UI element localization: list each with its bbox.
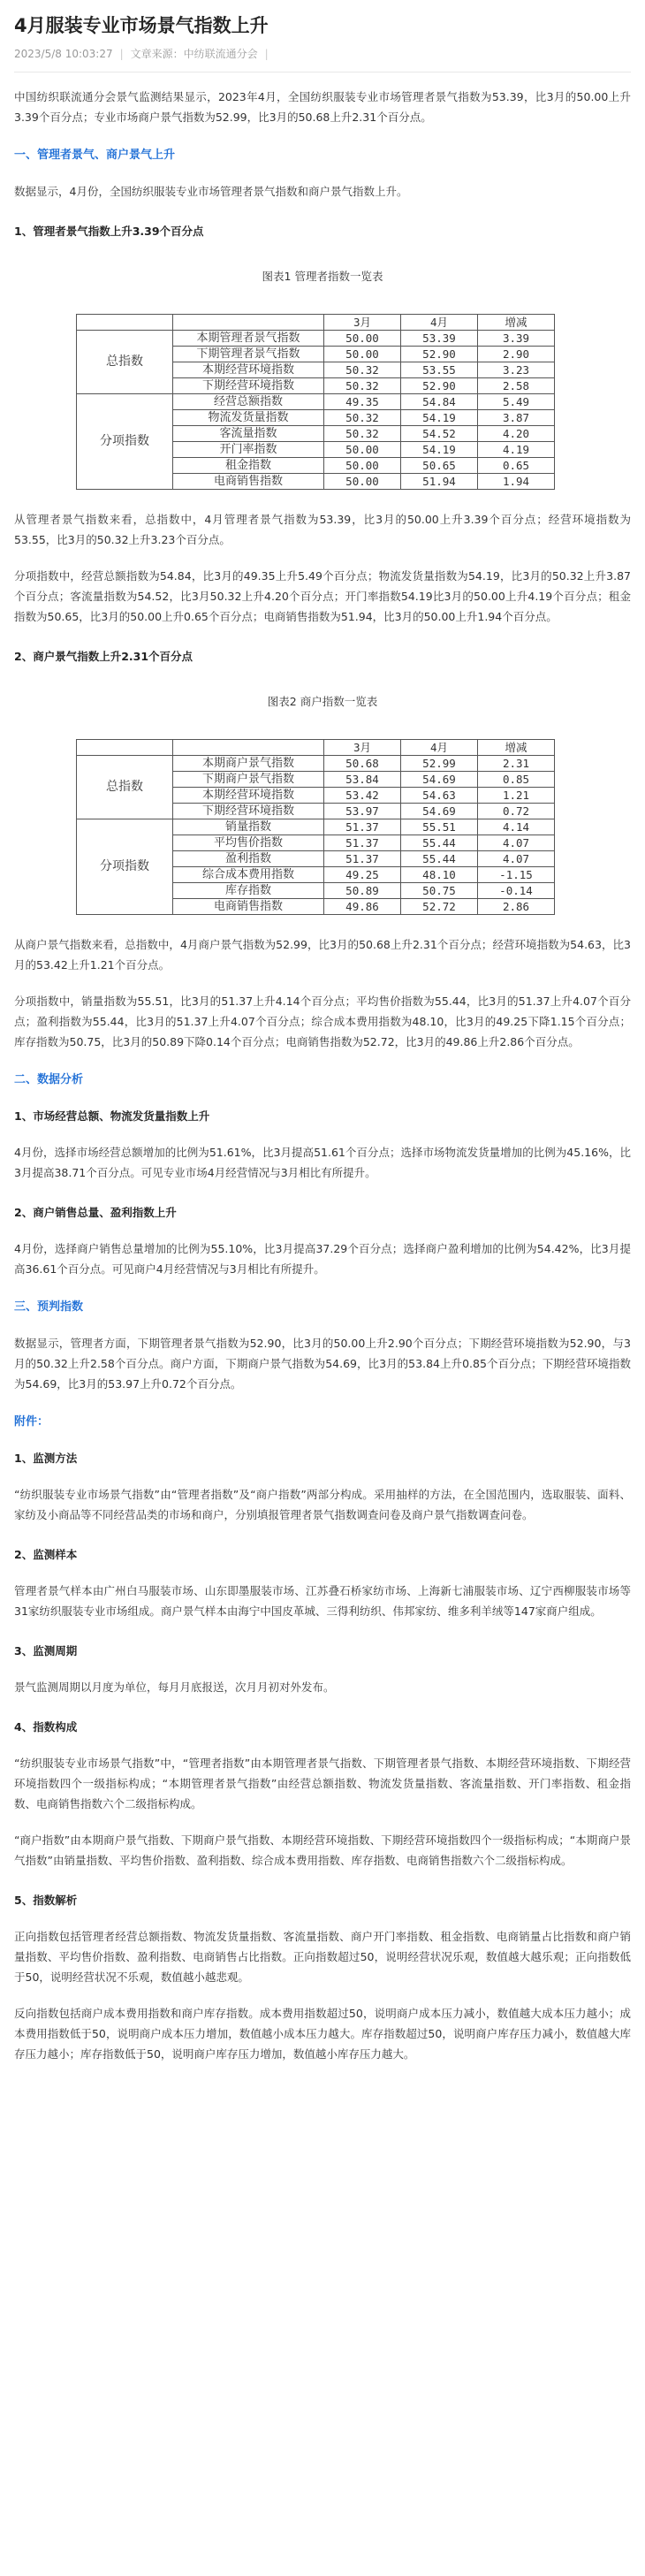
indicator-name: 客流量指数 xyxy=(173,426,324,442)
header-cell-empty xyxy=(77,315,173,331)
march-value: 50.32 xyxy=(324,410,401,426)
indicator-name: 电商销售指数 xyxy=(173,899,324,915)
subsection-heading: 1、市场经营总额、物流发货量指数上升 xyxy=(14,1109,210,1123)
paragraph: 正向指数包括管理者经营总额指数、物流发货量指数、客流量指数、商户开门率指数、租金指数、电商销量占比指数和商户销量指数、平均售价指数、盈利指数、电商销售占比指数。正向指数超过50，说明经营状况乐观，数值越大越乐观；正向指数低于50，说明经营状况不乐观，数值越小越悲观。 xyxy=(14,1930,631,1984)
indicator-name: 平均售价指数 xyxy=(173,835,324,851)
march-value: 50.00 xyxy=(324,347,401,362)
april-value: 48.10 xyxy=(401,867,478,883)
paragraph: 分项指数中，经营总额指数为54.84，比3月的49.35上升5.49个百分点；物流发货量指数为54.19，比3月的50.32上升3.87个百分点；客流量指数为54.52，比3月50.32上升4.20个百分点；开门率指数54.19比3月的50.00上升4.19个百分点；租金指数为50.65，比3月的50.00上升0.65个百分点；电商销售指数为51.94，比3月的50.00上升1.94个百分点。 xyxy=(14,569,631,623)
march-value: 53.97 xyxy=(324,804,401,819)
paragraph: 4月份，选择市场经营总额增加的比例为51.61%，比3月提高51.61个百分点；选择市场物流发货量增加的比例为45.16%，比3月提高38.71个百分点。可见专业市场4月经营情况与3月相比有所提升。 xyxy=(14,1146,631,1179)
table-row xyxy=(77,394,555,410)
paragraph: 数据显示，管理者方面，下期管理者景气指数为52.90，比3月的50.00上升2.90个百分点；下期经营环境指数为52.90，与3月的50.32上升2.58个百分点。商户方面，下期商户景气指数为54.69，比3月的53.84上升0.85个百分点；下期经营环境指数为54.69，比3月的53.97上升0.72个百分点。 xyxy=(14,1337,631,1391)
march-value: 50.68 xyxy=(324,756,401,772)
april-value: 55.44 xyxy=(401,835,478,851)
subsection-heading: 3、监测周期 xyxy=(14,1644,78,1658)
march-value: 50.89 xyxy=(324,883,401,899)
article-meta xyxy=(14,46,631,72)
indicator-name: 租金指数 xyxy=(173,458,324,474)
table-caption: 图表1 管理者指数一览表 xyxy=(262,270,383,283)
indicator-name: 电商销售指数 xyxy=(173,474,324,490)
subsection-heading: 2、商户销售总量、盈利指数上升 xyxy=(14,1206,177,1219)
april-value: 54.69 xyxy=(401,772,478,788)
indicator-name: 下期商户景气指数 xyxy=(173,772,324,788)
change-value: 4.14 xyxy=(478,819,555,835)
article-title: 4月服装专业市场景气指数上升 xyxy=(14,15,269,36)
march-value: 50.00 xyxy=(324,442,401,458)
subsection-heading: 1、管理者景气指数上升3.39个百分点 xyxy=(14,225,204,238)
change-value: 3.87 xyxy=(478,410,555,426)
paragraph: 景气监测周期以月度为单位，每月月底报送，次月月初对外发布。 xyxy=(14,1680,335,1694)
column-header: 4月 xyxy=(401,740,478,756)
table-header-row xyxy=(77,315,555,331)
change-value: 2.90 xyxy=(478,347,555,362)
change-value: 4.07 xyxy=(478,851,555,867)
indicator-name: 经营总额指数 xyxy=(173,394,324,410)
table-header-row xyxy=(77,740,555,756)
march-value: 53.84 xyxy=(324,772,401,788)
march-value: 49.86 xyxy=(324,899,401,915)
paragraph: 分项指数中，销量指数为55.51，比3月的51.37上升4.14个百分点；平均售价指数为55.44，比3月的51.37上升4.07个百分点；盈利指数为55.44，比3月的51.37上升4.07个百分点；综合成本费用指数为48.10，比3月的49.25下降1.15个百分点；库存指数为50.75，比3月的50.89下降0.14个百分点；电商销售指数为52.72，比3月的49.86上升2.86个百分点。 xyxy=(14,995,631,1048)
paragraph: 从管理者景气指数来看，总指数中，4月管理者景气指数为53.39，比3月的50.00上升3.39个百分点；经营环境指数为53.55，比3月的50.32上升3.23个百分点。 xyxy=(14,513,631,546)
change-value: 3.23 xyxy=(478,362,555,378)
change-value: 4.07 xyxy=(478,835,555,851)
indicator-name: 开门率指数 xyxy=(173,442,324,458)
april-value: 52.90 xyxy=(401,378,478,394)
change-value: 4.19 xyxy=(478,442,555,458)
paragraph: 数据显示，4月份，全国纺织服装专业市场管理者景气指数和商户景气指数上升。 xyxy=(14,185,408,198)
change-value: 5.49 xyxy=(478,394,555,410)
paragraph: “纺织服装专业市场景气指数”中，“管理者指数”由本期管理者景气指数、下期管理者景气指数、本期经营环境指数、下期经营环境指数四个一级指标构成；“本期管理者景气指数”由经营总额指数、物流发货量指数、客流量指数、开门率指数、租金指数、电商销售指数六个二级指标构成。 xyxy=(14,1757,631,1810)
april-value: 55.44 xyxy=(401,851,478,867)
march-value: 50.32 xyxy=(324,378,401,394)
paragraph: 管理者景气样本由广州白马服装市场、山东即墨服装市场、江苏叠石桥家纺市场、上海新七浦服装市场、辽宁西柳服装市场等31家纺织服装专业市场组成。商户景气样本由海宁中国皮革城、三得利纺织、伟邦家纺、维多利羊绒等147家商户组成。 xyxy=(14,1584,631,1618)
meta-divider: | xyxy=(264,48,269,60)
april-value: 52.72 xyxy=(401,899,478,915)
publish-date: 2023/5/8 10:03:27 xyxy=(14,48,113,60)
april-value: 52.90 xyxy=(401,347,478,362)
march-value: 51.37 xyxy=(324,835,401,851)
table-row xyxy=(77,819,555,835)
april-value: 51.94 xyxy=(401,474,478,490)
table-caption: 图表2 商户指数一览表 xyxy=(267,695,378,708)
paragraph: “纺织服装专业市场景气指数”由“管理者指数”及“商户指数”两部分构成。采用抽样的方法，在全国范围内，选取服装、面料、家纺及小商品等不同经营品类的市场和商户，分别填报管理者景气指数调查问卷及商户景气指数调查问卷。 xyxy=(14,1488,631,1521)
appendix-heading: 附件： xyxy=(14,1415,49,1429)
change-value: -1.15 xyxy=(478,867,555,883)
april-value: 52.99 xyxy=(401,756,478,772)
march-value: 50.00 xyxy=(324,474,401,490)
group-label: 总指数 xyxy=(77,756,173,819)
march-value: 49.25 xyxy=(324,867,401,883)
indicator-name: 下期经营环境指数 xyxy=(173,804,324,819)
change-value: 2.86 xyxy=(478,899,555,915)
april-value: 50.65 xyxy=(401,458,478,474)
indicator-name: 库存指数 xyxy=(173,883,324,899)
march-value: 49.35 xyxy=(324,394,401,410)
subsection-heading: 4、指数构成 xyxy=(14,1720,78,1734)
april-value: 54.63 xyxy=(401,788,478,804)
intro-paragraph: 中国纺织联流通分会景气监测结果显示，2023年4月，全国纺织服装专业市场管理者景气指数为53.39，比3月的50.00上升3.39个百分点；专业市场商户景气指数为52.99，比3月的50.68上升2.31个百分点。 xyxy=(14,90,631,124)
manager-index-table xyxy=(76,314,555,490)
group-label: 总指数 xyxy=(77,331,173,394)
april-value: 50.75 xyxy=(401,883,478,899)
indicator-name: 销量指数 xyxy=(173,819,324,835)
march-value: 50.00 xyxy=(324,331,401,347)
change-value: 0.65 xyxy=(478,458,555,474)
change-value: 3.39 xyxy=(478,331,555,347)
paragraph: 4月份，选择商户销售总量增加的比例为55.10%，比3月提高37.29个百分点；选择商户盈利增加的比例为54.42%，比3月提高36.61个百分点。可见商户4月经营情况与3月相比有所提升。 xyxy=(14,1242,631,1276)
meta-divider: | xyxy=(119,48,124,60)
march-value: 51.37 xyxy=(324,819,401,835)
table-row xyxy=(77,331,555,347)
column-header: 3月 xyxy=(324,315,401,331)
column-header: 4月 xyxy=(401,315,478,331)
table-row xyxy=(77,756,555,772)
indicator-name: 下期经营环境指数 xyxy=(173,378,324,394)
march-value: 50.32 xyxy=(324,426,401,442)
indicator-name: 本期经营环境指数 xyxy=(173,788,324,804)
subsection-heading: 5、指数解析 xyxy=(14,1894,78,1907)
march-value: 53.42 xyxy=(324,788,401,804)
merchant-index-table xyxy=(76,739,555,915)
change-value: 4.20 xyxy=(478,426,555,442)
march-value: 50.00 xyxy=(324,458,401,474)
indicator-name: 本期商户景气指数 xyxy=(173,756,324,772)
section-heading: 一、管理者景气、商户景气上升 xyxy=(14,149,176,162)
april-value: 53.55 xyxy=(401,362,478,378)
april-value: 54.69 xyxy=(401,804,478,819)
april-value: 54.52 xyxy=(401,426,478,442)
subsection-heading: 2、监测样本 xyxy=(14,1548,78,1561)
change-value: 0.72 xyxy=(478,804,555,819)
april-value: 54.84 xyxy=(401,394,478,410)
change-value: 2.58 xyxy=(478,378,555,394)
paragraph: 从商户景气指数来看，总指数中，4月商户景气指数为52.99，比3月的50.68上升2.31个百分点；经营环境指数为54.63，比3月的53.42上升1.21个百分点。 xyxy=(14,938,631,972)
paragraph: 反向指数包括商户成本费用指数和商户库存指数。成本费用指数超过50，说明商户成本压力减小，数值越大成本压力越小；成本费用指数低于50，说明商户成本压力增加，数值越小成本压力越大。库存指数超过50，说明商户库存压力减小，数值越大库存压力越小；库存指数低于50，说明商户库存压力增加，数值越小库存压力越大。 xyxy=(14,2007,631,2061)
section-heading: 二、数据分析 xyxy=(14,1073,84,1086)
column-header: 3月 xyxy=(324,740,401,756)
subsection-heading: 2、商户景气指数上升2.31个百分点 xyxy=(14,650,194,663)
section-heading: 三、预判指数 xyxy=(14,1300,84,1314)
column-header: 增减 xyxy=(478,315,555,331)
change-value: 1.94 xyxy=(478,474,555,490)
article-source: 文章来源：中纺联流通分会 xyxy=(130,48,258,60)
indicator-name: 物流发货量指数 xyxy=(173,410,324,426)
march-value: 51.37 xyxy=(324,851,401,867)
indicator-name: 盈利指数 xyxy=(173,851,324,867)
indicator-name: 综合成本费用指数 xyxy=(173,867,324,883)
change-value: -0.14 xyxy=(478,883,555,899)
change-value: 2.31 xyxy=(478,756,555,772)
paragraph: “商户指数”由本期商户景气指数、下期商户景气指数、本期经营环境指数、下期经营环境指数四个一级指标构成；“本期商户景气指数”由销量指数、平均售价指数、盈利指数、综合成本费用指数、库存指数、电商销售指数六个二级指标构成。 xyxy=(14,1833,631,1867)
march-value: 50.32 xyxy=(324,362,401,378)
header-cell-empty xyxy=(173,740,324,756)
april-value: 55.51 xyxy=(401,819,478,835)
change-value: 0.85 xyxy=(478,772,555,788)
header-cell-empty xyxy=(173,315,324,331)
indicator-name: 下期管理者景气指数 xyxy=(173,347,324,362)
column-header: 增减 xyxy=(478,740,555,756)
indicator-name: 本期管理者景气指数 xyxy=(173,331,324,347)
header-cell-empty xyxy=(77,740,173,756)
indicator-name: 本期经营环境指数 xyxy=(173,362,324,378)
april-value: 54.19 xyxy=(401,410,478,426)
april-value: 53.39 xyxy=(401,331,478,347)
subsection-heading: 1、监测方法 xyxy=(14,1452,78,1465)
april-value: 54.19 xyxy=(401,442,478,458)
group-label: 分项指数 xyxy=(77,394,173,490)
group-label: 分项指数 xyxy=(77,819,173,915)
change-value: 1.21 xyxy=(478,788,555,804)
